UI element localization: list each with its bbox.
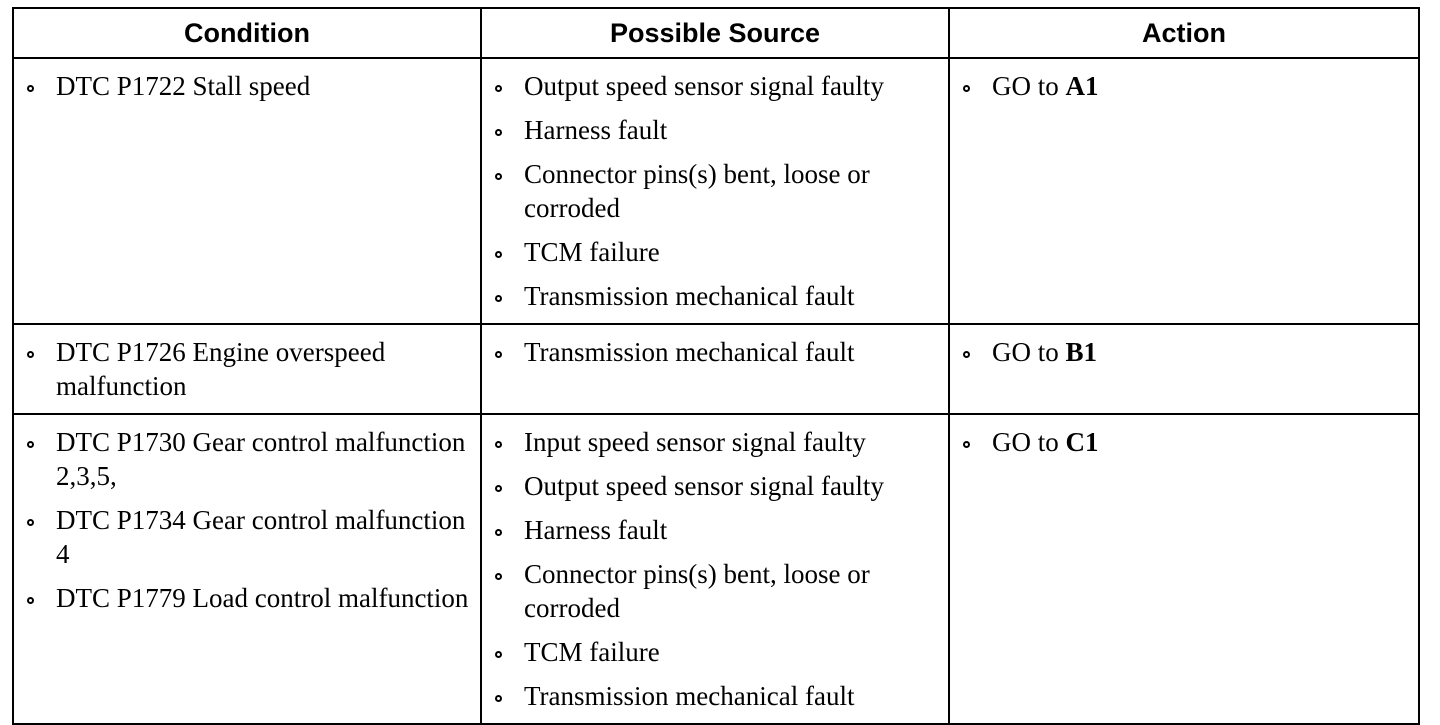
bullet-icon [963,351,970,358]
bullet-icon [495,85,502,92]
source-item-text: Transmission mechanical fault [524,337,855,367]
action-prefix: GO to [992,427,1066,457]
action-item [950,335,1410,369]
action-item [950,69,1410,103]
source-item-text: Transmission mechanical fault [524,281,855,311]
table-row [13,414,1419,724]
bullet-icon [27,519,34,526]
bullet-icon [963,441,970,448]
bullet-icon [495,573,502,580]
action-cell [949,324,1419,414]
condition-item-text: DTC P1722 Stall speed [56,71,311,101]
bullet-icon [495,529,502,536]
source-item-text: Transmission mechanical fault [524,681,855,711]
condition-cell [13,58,481,324]
source-item [482,557,940,625]
bullet-icon [27,351,34,358]
action-reference: A1 [1065,71,1099,101]
action-reference: B1 [1065,337,1098,367]
source-item [482,635,940,669]
source-cell [481,324,949,414]
condition-cell-list [14,325,480,403]
source-cell [481,58,949,324]
condition-item [14,581,472,615]
source-item [482,679,940,713]
action-reference: C1 [1065,427,1099,457]
action-prefix: GO to [992,337,1066,367]
action-cell-list [950,415,1418,459]
source-item-text: Connector pins(s) bent, loose or corroded [524,159,870,223]
header-row [13,8,1419,58]
action-item [950,425,1410,459]
source-item [482,113,940,147]
source-cell-list [482,415,948,713]
action-cell [949,58,1419,324]
source-item [482,513,940,547]
source-item [482,425,940,459]
condition-cell-list [14,59,480,103]
condition-item-text: DTC P1726 Engine overspeed malfunction [56,337,386,401]
condition-cell-list [14,415,480,615]
condition-item-text: DTC P1734 Gear control malfunction 4 [56,505,466,569]
source-item [482,335,940,369]
condition-item [14,69,472,103]
table-row [13,324,1419,414]
bullet-icon [495,173,502,180]
source-cell [481,414,949,724]
header-action: Action [949,8,1419,58]
bullet-icon [27,85,34,92]
condition-cell [13,324,481,414]
condition-item-text: DTC P1779 Load control malfunction [56,583,469,613]
bullet-icon [27,597,34,604]
source-item-text: Harness fault [524,115,668,145]
condition-item [14,503,472,571]
bullet-icon [495,251,502,258]
source-cell-list [482,59,948,313]
bullet-icon [495,295,502,302]
condition-cell [13,414,481,724]
source-item [482,157,940,225]
action-cell-list [950,59,1418,103]
bullet-icon [27,441,34,448]
source-item-text: Connector pins(s) bent, loose or corroded [524,559,870,623]
source-item [482,69,940,103]
condition-item-text: DTC P1730 Gear control malfunction 2,3,5, [56,427,466,491]
source-item-text: Input speed sensor signal faulty [524,427,866,457]
source-item-text: Output speed sensor signal faulty [524,71,884,101]
source-cell-list [482,325,948,369]
source-item-text: TCM failure [524,637,660,667]
bullet-icon [495,129,502,136]
action-cell [949,414,1419,724]
bullet-icon [495,485,502,492]
action-prefix: GO to [992,71,1066,101]
table-row [13,58,1419,324]
action-cell-list [950,325,1418,369]
source-item [482,469,940,503]
source-item-text: TCM failure [524,237,660,267]
header-possible-source: Possible Source [481,8,949,58]
diagnostic-table [12,7,1420,725]
source-item-text: Harness fault [524,515,668,545]
condition-item [14,335,472,403]
bullet-icon [495,441,502,448]
bullet-icon [495,651,502,658]
bullet-icon [495,351,502,358]
bullet-icon [963,85,970,92]
header-condition: Condition [13,8,481,58]
source-item [482,279,940,313]
bullet-icon [495,695,502,702]
condition-item [14,425,472,493]
source-item-text: Output speed sensor signal faulty [524,471,884,501]
source-item [482,235,940,269]
